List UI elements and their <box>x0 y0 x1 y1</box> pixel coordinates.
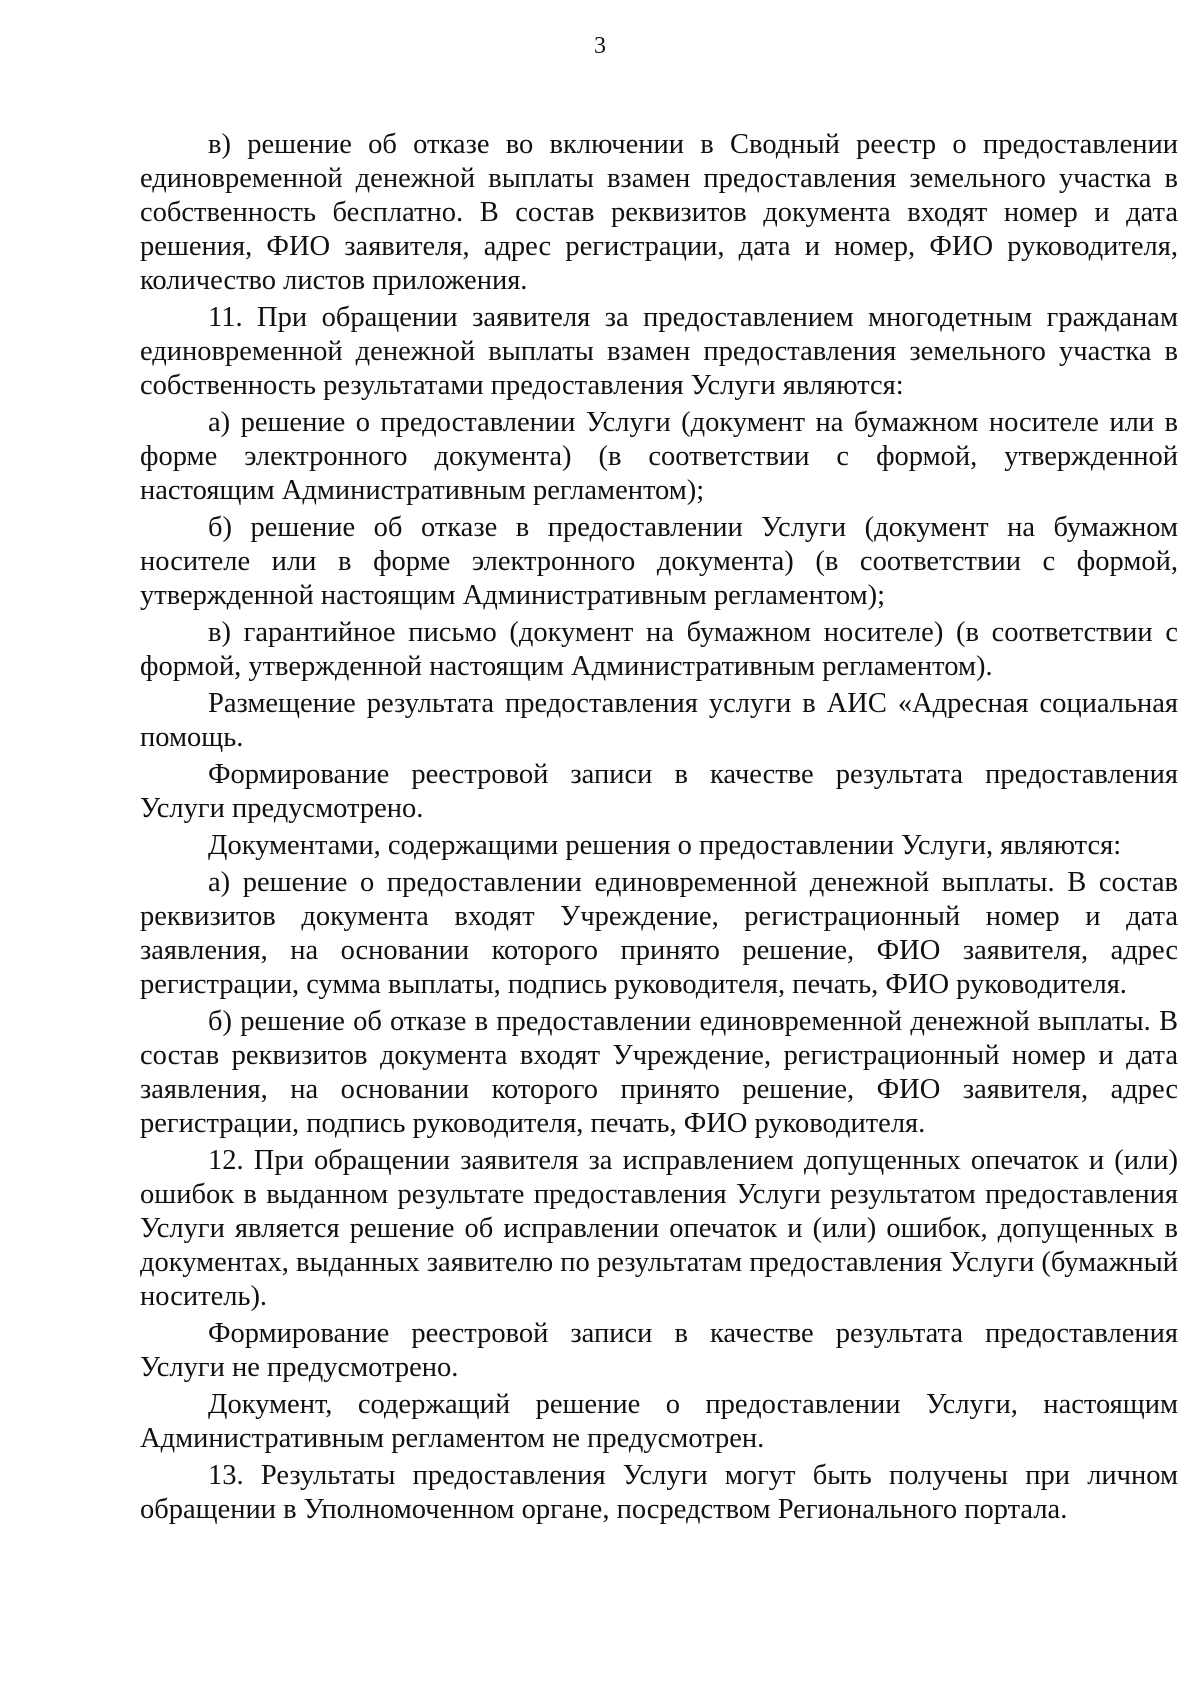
paragraph-11v-guarantee-letter: в) гарантийное письмо (документ на бумажном носителе) (в соответствии с формой, утвержденной настоящим Административным регламентом). <box>140 617 1178 682</box>
page-number: 3 <box>594 33 606 59</box>
paragraph-registry-record-provided: Формирование реестровой записи в качестве результата предоставления Услуги предусмотрено. <box>140 759 1178 824</box>
paragraph-document-not-provided: Документ, содержащий решение о предоставлении Услуги, настоящим Административным регламентом не предусмотрен. <box>140 1389 1178 1454</box>
paragraph-a-payment-decision: а) решение о предоставлении единовременной денежной выплаты. В состав реквизитов документа входят Учреждение, регистрационный номер и дата заявления, на основании которого принято решение, ФИО заявителя, адрес регистрации, сумма выплаты, подпись руководителя, печать, ФИО руководителя. <box>140 867 1178 1000</box>
paragraph-registry-record-not-provided: Формирование реестровой записи в качестве результата предоставления Услуги не предусмотрено. <box>140 1318 1178 1383</box>
paragraph-v-refusal-registry: в) решение об отказе во включении в Сводный реестр о предоставлении единовременной денежной выплаты взамен предоставления земельного участка в собственность бесплатно. В состав реквизитов документа входят номер и дата решения, ФИО заявителя, адрес регистрации, дата и номер, ФИО руководителя, количество листов приложения. <box>140 129 1178 296</box>
paragraph-ais-placement: Размещение результата предоставления услуги в АИС «Адресная социальная помощь. <box>140 688 1178 753</box>
document-body <box>140 128 1178 1527</box>
paragraph-b-payment-refusal: б) решение об отказе в предоставлении единовременной денежной выплаты. В состав реквизитов документа входят Учреждение, регистрационный номер и дата заявления, на основании которого принято решение, ФИО заявителя, адрес регистрации, подпись руководителя, печать, ФИО руководителя. <box>140 1006 1178 1139</box>
paragraph-11b-decision-refusal: б) решение об отказе в предоставлении Услуги (документ на бумажном носителе или в форме электронного документа) (в соответствии с формой, утвержденной настоящим Административным регламентом); <box>140 512 1178 611</box>
paragraph-13-obtaining-results: 13. Результаты предоставления Услуги могут быть получены при личном обращении в Уполномоченном органе, посредством Регионального портала. <box>140 1460 1178 1525</box>
paragraph-11-results: 11. При обращении заявителя за предоставлением многодетным гражданам единовременной денежной выплаты взамен предоставления земельного участка в собственность результатами предоставления Услуги являются: <box>140 302 1178 401</box>
paragraph-decision-documents-heading: Документами, содержащими решения о предоставлении Услуги, являются: <box>208 830 1122 861</box>
paragraph-12-corrections: 12. При обращении заявителя за исправлением допущенных опечаток и (или) ошибок в выданном результате предоставления Услуги результатом предоставления Услуги является решение об исправлении опечаток и (или) ошибок, допущенных в документах, выданных заявителю по результатам предоставления Услуги (бумажный носитель). <box>140 1145 1178 1312</box>
paragraph-11a-decision-grant: а) решение о предоставлении Услуги (документ на бумажном носителе или в форме электронного документа) (в соответствии с формой, утвержденной настоящим Административным регламентом); <box>140 407 1178 506</box>
